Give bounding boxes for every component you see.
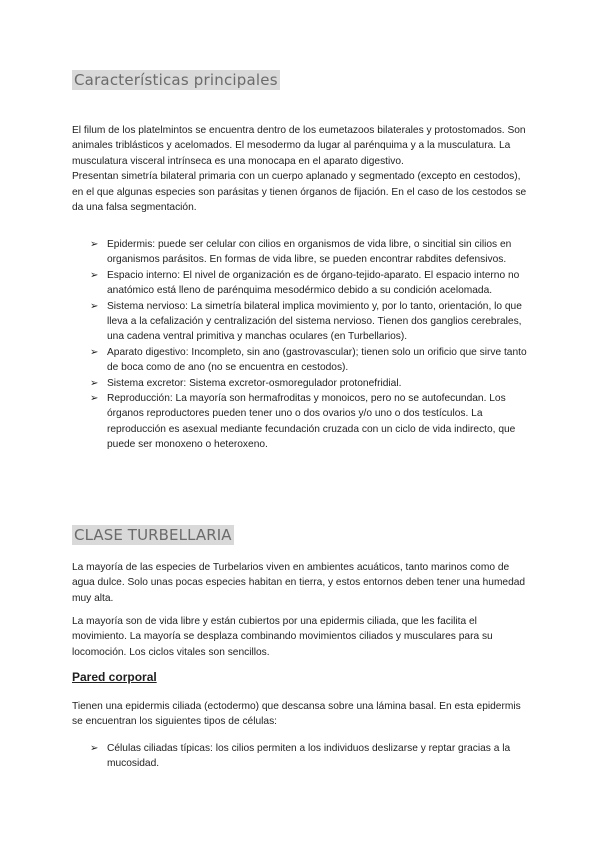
turbellaria-paragraph-1: La mayoría de las especies de Turbelarios viven en ambientes acuáticos, tanto marinos como de agua dulce. Solo unas pocas especies habitan en tierra, y estos entornos deben tener una humedad muy alta. xyxy=(72,562,526,604)
arrow-bullet-icon: ➢ xyxy=(90,239,99,250)
features-list xyxy=(90,237,535,453)
list-item xyxy=(90,741,535,772)
list-item xyxy=(90,268,535,299)
list-item-text: Sistema excretor: Sistema excretor-osmoregulador protonefridial. xyxy=(107,377,402,389)
list-item xyxy=(90,345,535,376)
list-item xyxy=(90,237,535,268)
subheading-pared-corporal: Pared corporal xyxy=(72,670,157,684)
list-item xyxy=(90,391,535,453)
intro-paragraph xyxy=(72,123,532,215)
list-item xyxy=(90,376,535,391)
arrow-bullet-icon: ➢ xyxy=(90,743,99,754)
list-item-text: Aparato digestivo: Incompleto, sin ano (gastrovascular); tienen solo un orificio que sirve tanto de boca como de ano (no se encuentra en cestodos). xyxy=(107,346,527,374)
turbellaria-paragraph-2: La mayoría son de vida libre y están cubiertos por una epidermis ciliada, que les facilita el movimiento. La mayoría se desplaza combinando movimientos ciliados y musculares para su locomoción. Los ciclos vitales son sencillos. xyxy=(72,616,493,658)
list-item-text: Reproducción: La mayoría son hermafroditas y monoicos, pero no se autofecundan. Los órganos reproductores pueden tener uno o dos ovarios y/o uno o dos testículos. La reproducción es asexual mediante fecundación cruzada con un ciclo de vida indirecto, que puede ser monoxeno o heteroxeno. xyxy=(107,393,516,451)
arrow-bullet-icon: ➢ xyxy=(90,346,99,358)
list-item-text: Epidermis: puede ser celular con cilios en organismos de vida libre, o sincitial sin cilios en organismos parásitos. En formas de vida libre, se pueden encontrar rabdites defensivos. xyxy=(107,239,512,266)
arrow-bullet-icon: ➢ xyxy=(90,393,99,405)
list-item-text: Células ciliadas típicas: los cilios permiten a los individuos deslizarse y reptar gracias a la mucosidad. xyxy=(107,743,511,770)
list-item xyxy=(90,299,535,345)
intro-paragraph-2: Presentan simetría bilateral primaria con un cuerpo aplanado y segmentado (excepto en cestodos), en el que algunas especies son parásitas y tienen órganos de fijación. En el caso de los cestodos se da una falsa segmentación. xyxy=(72,171,527,214)
section-title-caracteristicas: Características principales xyxy=(74,71,278,89)
arrow-bullet-icon: ➢ xyxy=(90,269,99,281)
arrow-bullet-icon: ➢ xyxy=(90,377,99,389)
cell-types-list xyxy=(90,741,535,772)
pared-corporal-paragraph: Tienen una epidermis ciliada (ectodermo) que descansa sobre una lámina basal. En esta epidermis se encuentran los siguientes tipos de células: xyxy=(72,701,521,728)
section-title-turbellaria: CLASE TURBELLARIA xyxy=(74,526,232,544)
intro-paragraph-1: El filum de los platelmintos se encuentra dentro de los eumetazoos bilaterales y protostomados. Son animales triblásticos y acelomados. El mesodermo da lugar al parénquima y a la musculatura. La musculatura visceral intrínseca es una monocapa en el aparato digestivo. xyxy=(72,125,526,167)
arrow-bullet-icon: ➢ xyxy=(90,300,99,312)
list-item-text: Sistema nervioso: La simetría bilateral implica movimiento y, por lo tanto, orientación, lo que lleva a la cefalización y centralización del sistema nervioso. Tienen dos ganglios cerebrales, una cadena ventral primitiva y manchas oculares (en Turbellarios). xyxy=(107,300,522,343)
list-item-text: Espacio interno: El nivel de organización es de órgano-tejido-aparato. El espacio interno no anatómico está lleno de parénquima mesodérmico debido a su condición acelomada. xyxy=(107,269,520,297)
